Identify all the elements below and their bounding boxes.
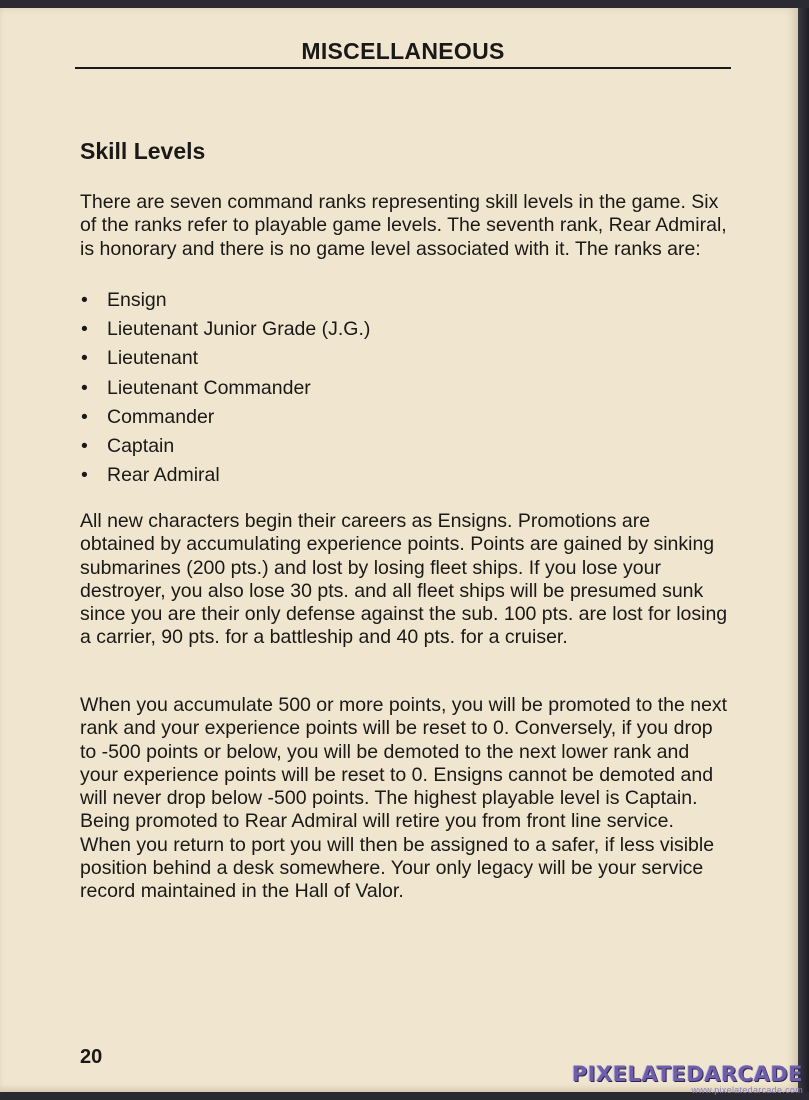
list-item — [80, 317, 730, 346]
rank-label: Ensign — [107, 289, 167, 311]
page-edge-shadow — [798, 8, 809, 1092]
header-rule — [75, 67, 731, 69]
list-item — [80, 288, 730, 317]
rank-list — [80, 288, 730, 492]
promotions-paragraph: All new characters begin their careers as Ensigns. Promotions are obtained by accumulating experience points. Points are gained by sinking submarines (200 pts.) and lost by losing fleet ships. If you lose your destroyer, you also lose 30 pts. and all fleet ships will be presumed sunk since you are their only defense against the sub. 100 pts. are lost for losing a carrier, 90 pts. for a battleship and 40 pts. for a cruiser. — [80, 510, 728, 649]
bullet-icon: • — [81, 464, 88, 487]
section-title: Skill Levels — [80, 138, 206, 164]
bullet-icon: • — [81, 347, 88, 370]
list-item — [80, 376, 730, 405]
rank-label: Lieutenant — [107, 347, 199, 370]
bullet-icon: • — [81, 434, 88, 457]
manual-page — [0, 8, 798, 1092]
rank-label: Lieutenant Junior Grade (J.G.) — [107, 318, 371, 341]
list-item — [80, 463, 730, 492]
list-item — [80, 434, 730, 463]
watermark-title: PIXELATEDARCADE — [571, 1062, 803, 1086]
intro-paragraph: There are seven command ranks representing skill levels in the game. Six of the ranks refer to playable game levels. The seventh rank, Rear Admiral, is honorary and there is no game level associated with it. The ranks are: — [80, 191, 727, 260]
rank-label: Rear Admiral — [107, 464, 220, 487]
bullet-icon: • — [81, 289, 88, 311]
watermark-url: www.pixelatedarcade.com — [691, 1085, 803, 1095]
thresholds-paragraph: When you accumulate 500 or more points, you will be promoted to the next rank and your experience points will be reset to 0. Conversely, if you drop to -500 points or below, you will be demoted to the next lower rank and your experience points will be reset to 0. Ensigns cannot be demoted and will never drop below -500 points. The highest playable level is Captain. Being promoted to Rear Admiral will retire you from front line service. When you return to port you will then be assigned to a safer, if less visible position behind a desk somewhere. Your only legacy will be your service record maintained in the Hall of Valor. — [80, 694, 728, 903]
list-item — [80, 405, 730, 434]
bullet-icon: • — [81, 376, 88, 399]
rank-label: Commander — [107, 405, 215, 428]
bullet-icon: • — [81, 405, 88, 428]
page-number: 20 — [80, 1046, 103, 1068]
watermark — [572, 1063, 803, 1095]
rank-label: Captain — [107, 434, 175, 457]
page-header: MISCELLANEOUS — [301, 38, 505, 64]
bullet-icon: • — [81, 318, 88, 341]
list-item — [80, 346, 730, 375]
rank-label: Lieutenant Commander — [107, 376, 311, 399]
